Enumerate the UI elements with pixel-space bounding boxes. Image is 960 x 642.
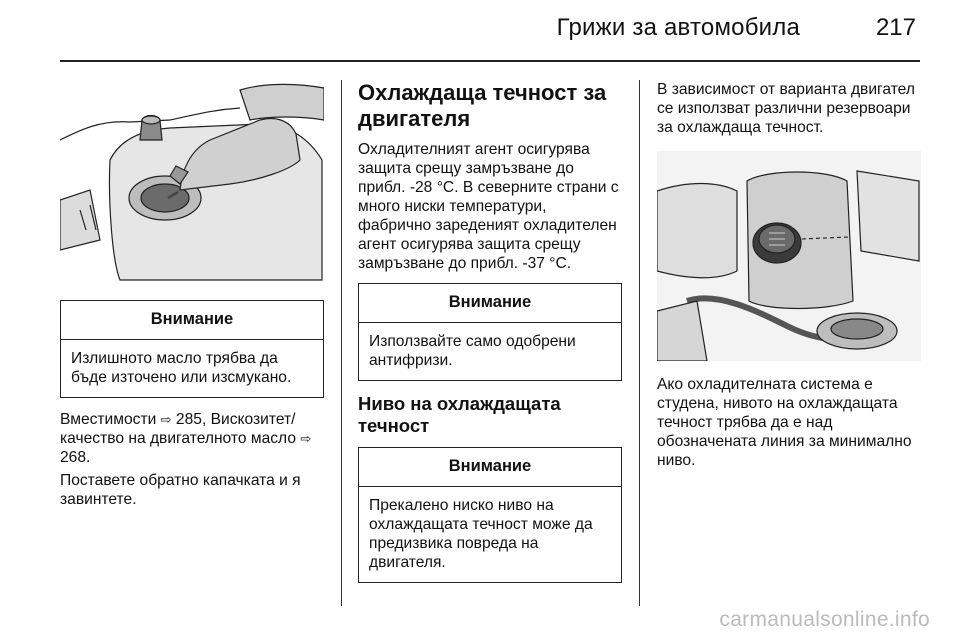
- page-number: 217: [875, 14, 916, 41]
- notice-text: Прекалено ниско ниво на охлаждащата течност може да предизвика повреда на двигателя.: [369, 497, 593, 571]
- capacity-paragraph: Вместимости ⇨ 285, Вискозитет/ качество на двигателното масло ⇨ 268.: [60, 411, 312, 466]
- column-3: [657, 80, 921, 470]
- section-heading: Охлаждаща течност за двигателя: [358, 80, 607, 131]
- notice-title: Внимание: [61, 301, 323, 340]
- notice-text: Излишното масло трябва да бъде източено или изсмукано.: [71, 350, 292, 386]
- coolant-reservoir-illustration: [657, 151, 921, 361]
- reservoir-paragraph: В зависимост от варианта двигател се използват различни резервоари за охлаждаща течност.: [657, 81, 915, 136]
- reference-arrow-icon: ⇨: [300, 431, 312, 446]
- column-1: [60, 80, 324, 509]
- notice-text: Използвайте само одобрени антифризи.: [369, 333, 576, 369]
- warning-notice: [358, 283, 622, 381]
- warning-notice: [358, 447, 622, 583]
- header-divider: [60, 60, 920, 62]
- page-reference-link[interactable]: 268: [60, 449, 87, 466]
- coolant-paragraph: Охладителният агент осигурява защита срещу замръзване до прибл. -28 °C. В северните страни с много ниски температури, фабрично зареденият охладителен агент осигурява защита срещу замръзване до прибл. -37 °C.: [358, 141, 619, 272]
- notice-title: Внимание: [359, 448, 621, 487]
- page-title: Грижи за автомобила: [556, 14, 800, 41]
- column-divider: [639, 80, 640, 606]
- warning-notice: [60, 300, 324, 398]
- watermark: carmanualsonline.info: [719, 608, 930, 631]
- reference-arrow-icon: ⇨: [160, 412, 172, 427]
- page-reference-link[interactable]: 285: [175, 411, 202, 428]
- oil-filling-illustration: [60, 80, 324, 288]
- notice-title: Внимание: [359, 284, 621, 323]
- column-divider: [341, 80, 342, 606]
- column-2: [358, 80, 622, 583]
- level-paragraph: Ако охладителната система е студена, нивото на охлаждащата течност трябва да е над обозначената линия за минимално ниво.: [657, 376, 912, 469]
- subsection-heading: Ниво на охлаждащата течност: [358, 393, 561, 436]
- cap-paragraph: Поставете обратно капачката и я завинтете.: [60, 472, 301, 508]
